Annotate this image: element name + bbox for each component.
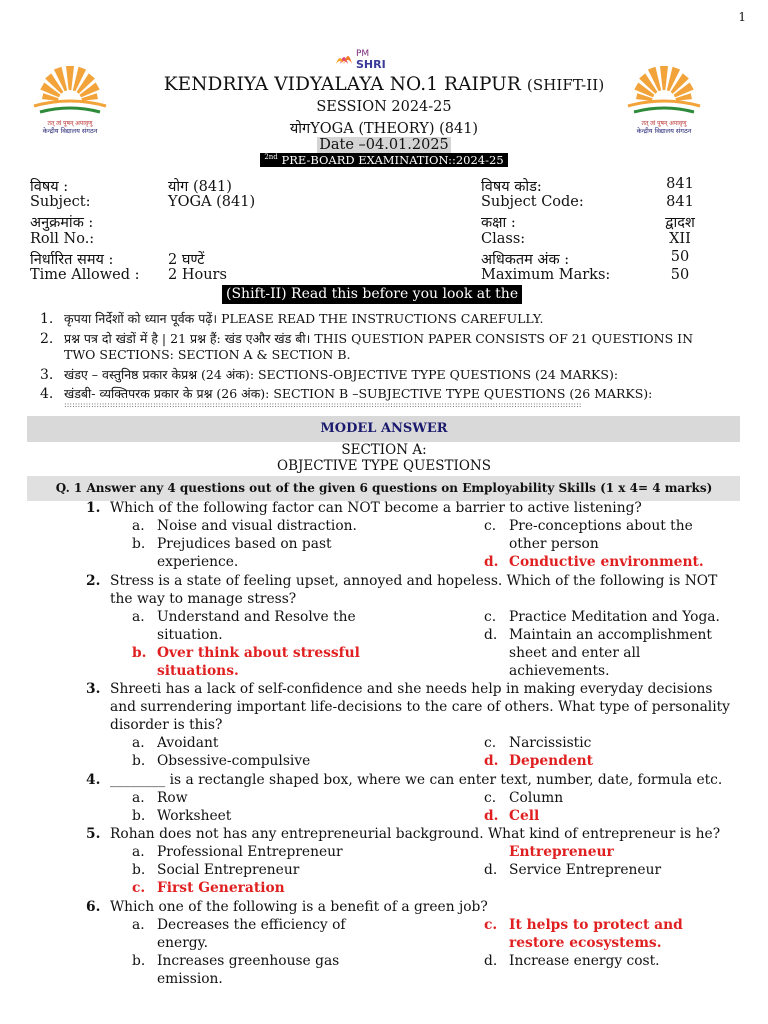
instruction-text: प्रश्न पत्र दो खंडों में है | 21 प्रश्न हैं: खंड एऔर खंड बी। THIS QUESTION PAPER CONSISTS OF 21 QUESTIONS IN bbox=[64, 331, 694, 346]
dotted-divider: :::::::::::::::::::::::::::::::::::::::::::::::::::::::::::::::::::::::::::::::::::::::::::::::::::::::::::::::::::::::::::::::::::::::::::::::::::::::::::::::::::::::::::::::::::::::::::::::: bbox=[64, 400, 582, 409]
detail-value-right: 841 bbox=[666, 176, 694, 192]
correct-answer-text: Entrepreneur bbox=[509, 844, 614, 860]
logo-caption-left: केन्द्रीय विद्यालय संगठन bbox=[42, 127, 98, 134]
question-text: the way to manage stress? bbox=[110, 591, 297, 607]
school-title bbox=[0, 74, 768, 95]
option-text: Column bbox=[509, 790, 564, 806]
date-line bbox=[0, 137, 768, 153]
detail-label-right: Subject Code: bbox=[481, 194, 584, 210]
option-text: Understand and Resolve the bbox=[157, 609, 356, 625]
option-text: Noise and visual distraction. bbox=[157, 518, 357, 534]
option-text: Decreases the efficiency of bbox=[157, 917, 346, 933]
option-text: experience. bbox=[157, 554, 239, 570]
question-text: Shreeti has a lack of self-confidence and she needs help in making everyday decisions bbox=[110, 681, 713, 697]
correct-answer-text: Dependent bbox=[509, 753, 594, 769]
correct-answer-text: Over think about stressful bbox=[157, 645, 360, 661]
correct-answer-text: It helps to protect and bbox=[509, 917, 683, 933]
section-subtitle: OBJECTIVE TYPE QUESTIONS bbox=[277, 458, 491, 474]
session-line: SESSION 2024-25 bbox=[316, 99, 452, 115]
question-number: 4. bbox=[86, 772, 101, 788]
option-letter: b. bbox=[132, 645, 147, 661]
svg-text:तत् त्वं पूषन् अपावृणु: तत् त्वं पूषन् अपावृणु bbox=[641, 120, 687, 127]
pm-shri-text-pm: PM bbox=[356, 49, 370, 59]
question-number: 2. bbox=[86, 573, 101, 589]
option-letter: d. bbox=[484, 554, 499, 570]
model-answer-title: MODEL ANSWER bbox=[320, 421, 448, 436]
option-text: Social Entrepreneur bbox=[157, 862, 300, 878]
option-letter: b. bbox=[132, 536, 146, 552]
detail-value-left: 2 Hours bbox=[168, 267, 227, 283]
notice-bar: (Shift-II) Read this before you look at the bbox=[222, 285, 522, 304]
option-letter: b. bbox=[132, 753, 146, 769]
option-letter: d. bbox=[484, 627, 498, 643]
option-letter: a. bbox=[132, 790, 145, 806]
detail-label-right: कक्षा : bbox=[481, 215, 516, 231]
detail-label-left: Time Allowed : bbox=[30, 267, 140, 283]
option-letter: d. bbox=[484, 808, 499, 824]
option-text: situation. bbox=[157, 627, 223, 643]
question-text: Which of the following factor can NOT become a barrier to active listening? bbox=[110, 500, 642, 516]
question-text: Which one of the following is a benefit of a green job? bbox=[110, 899, 488, 915]
option-text: Increases greenhouse gas bbox=[157, 953, 340, 969]
school-name: KENDRIYA VIDYALAYA NO.1 RAIPUR bbox=[163, 74, 521, 95]
option-letter: b. bbox=[132, 808, 146, 824]
detail-label-left: विषय : bbox=[30, 179, 69, 195]
detail-label-right: विषय कोड: bbox=[481, 179, 542, 195]
instruction-item bbox=[40, 330, 693, 347]
option-letter: b. bbox=[132, 953, 146, 969]
detail-value-right: 841 bbox=[666, 194, 694, 210]
question-number: 1. bbox=[86, 500, 101, 516]
option-text: Narcissistic bbox=[509, 735, 592, 751]
question-text: ________ is a rectangle shaped box, where we can enter text, number, date, formula etc. bbox=[110, 772, 723, 788]
option-text: energy. bbox=[157, 935, 208, 951]
option-letter: c. bbox=[484, 790, 497, 806]
instruction-text: खंडबी- व्यक्तिपरक प्रकार के प्रश्न (26 अंक): SECTION B –SUBJECTIVE TYPE QUESTIONS (26 MARKS): bbox=[64, 386, 653, 401]
option-text: Prejudices based on past bbox=[157, 536, 332, 552]
option-text: emission. bbox=[157, 971, 223, 987]
exam-date: Date –04.01.2025 bbox=[319, 137, 449, 153]
detail-value-right: द्वादश bbox=[665, 215, 695, 231]
instruction-item bbox=[40, 366, 618, 383]
detail-label-left: Roll No.: bbox=[30, 231, 95, 247]
option-letter: a. bbox=[132, 917, 145, 933]
instruction-number: 2. bbox=[40, 331, 54, 347]
correct-answer-text: situations. bbox=[157, 663, 239, 679]
instruction-number: 3. bbox=[40, 367, 54, 383]
option-letter: c. bbox=[484, 518, 497, 534]
option-text: Increase energy cost. bbox=[509, 953, 660, 969]
shift-label: (SHIFT-II) bbox=[526, 76, 605, 94]
detail-value-right: XII bbox=[669, 231, 691, 247]
option-letter: c. bbox=[484, 735, 497, 751]
question-text: and surrendering important life-decisions to the care of others. What type of personality bbox=[110, 699, 730, 715]
pm-shri-text-shri: SHRI bbox=[356, 58, 386, 71]
correct-answer-text: restore ecosystems. bbox=[509, 935, 662, 951]
option-text: other person bbox=[509, 536, 599, 552]
exam-name: PRE-BOARD EXAMINATION::2024-25 bbox=[277, 153, 504, 167]
option-text: sheet and enter all bbox=[509, 645, 641, 661]
option-letter: c. bbox=[484, 917, 498, 933]
detail-value-left: 2 घण्टें bbox=[168, 252, 205, 268]
detail-value-left: योग (841) bbox=[168, 179, 232, 195]
question-number: 6. bbox=[86, 899, 101, 915]
detail-label-right: Maximum Marks: bbox=[481, 267, 611, 283]
option-letter: a. bbox=[132, 844, 145, 860]
subject-line: योगYOGA (THEORY) (841) bbox=[289, 121, 479, 137]
option-letter: d. bbox=[484, 953, 498, 969]
question-text: disorder is this? bbox=[110, 717, 223, 733]
instruction-text-cont: TWO SECTIONS: SECTION A & SECTION B. bbox=[64, 347, 351, 362]
instruction-number: 1. bbox=[40, 311, 54, 327]
option-text: Practice Meditation and Yoga. bbox=[509, 609, 720, 625]
page-number: 1 bbox=[738, 10, 746, 24]
pm-shri-logo bbox=[334, 44, 396, 72]
question-text: Stress is a state of feeling upset, annoyed and hopeless. Which of the following is NOT bbox=[110, 573, 718, 589]
option-text: Row bbox=[157, 790, 188, 806]
detail-label-left: अनुक्रमांक : bbox=[30, 215, 94, 231]
option-letter: a. bbox=[132, 735, 145, 751]
option-text: Professional Entrepreneur bbox=[157, 844, 343, 860]
instruction-text: खंडए – वस्तुनिष्ठ प्रकार केप्रश्न (24 अंक): SECTIONS-OBJECTIVE TYPE QUESTIONS (24 MARKS): bbox=[64, 367, 619, 382]
detail-label-left: Subject: bbox=[30, 194, 91, 210]
svg-text:तत् त्वं पूषन् अपावृणु: तत् त्वं पूषन् अपावृणु bbox=[47, 120, 93, 127]
instruction-text: कृपया निर्देशों को ध्यान पूर्वक पढ़ें। PLEASE READ THE INSTRUCTIONS CAREFULLY. bbox=[64, 311, 544, 326]
option-text: Avoidant bbox=[157, 735, 219, 751]
instruction-number: 4. bbox=[40, 386, 54, 402]
question-number: 3. bbox=[86, 681, 101, 697]
detail-label-right: अधिकतम अंक : bbox=[481, 252, 570, 268]
option-letter: a. bbox=[132, 518, 145, 534]
option-text: Worksheet bbox=[157, 808, 232, 824]
correct-answer-text: Conductive environment. bbox=[509, 554, 704, 570]
exam-title bbox=[260, 153, 507, 167]
question-number: 5. bbox=[86, 826, 101, 842]
option-letter: d. bbox=[484, 753, 499, 769]
option-text: Maintain an accomplishment bbox=[509, 627, 712, 643]
correct-answer-text: First Generation bbox=[157, 880, 285, 896]
option-letter: c. bbox=[132, 880, 146, 896]
option-text: Service Entrepreneur bbox=[509, 862, 662, 878]
option-letter: b. bbox=[132, 862, 146, 878]
option-letter: d. bbox=[484, 862, 498, 878]
option-text: Obsessive-compulsive bbox=[157, 753, 311, 769]
detail-value-right: 50 bbox=[670, 267, 690, 283]
detail-value-left: YOGA (841) bbox=[168, 194, 256, 210]
detail-label-right: Class: bbox=[481, 231, 526, 247]
option-letter: a. bbox=[132, 609, 145, 625]
detail-label-left: निर्धारित समय : bbox=[30, 252, 114, 268]
question-text: Rohan does not has any entrepreneurial background. What kind of entrepreneur is he? bbox=[110, 826, 721, 842]
option-text: Pre-conceptions about the bbox=[509, 518, 693, 534]
instruction-item bbox=[40, 310, 544, 327]
question-heading: Q. 1 Answer any 4 questions out of the given 6 questions on Employability Skills (1 x 4= 4 marks) bbox=[55, 481, 713, 495]
option-letter: c. bbox=[484, 609, 497, 625]
exam-ordinal: 2nd bbox=[264, 153, 278, 162]
detail-value-right: 50 bbox=[670, 249, 690, 265]
correct-answer-text: Cell bbox=[509, 808, 540, 824]
exam-title-line bbox=[0, 153, 768, 167]
section-title: SECTION A: bbox=[341, 442, 427, 458]
option-text: achievements. bbox=[509, 663, 610, 679]
logo-caption-right: केन्द्रीय विद्यालय संगठन bbox=[636, 127, 692, 134]
